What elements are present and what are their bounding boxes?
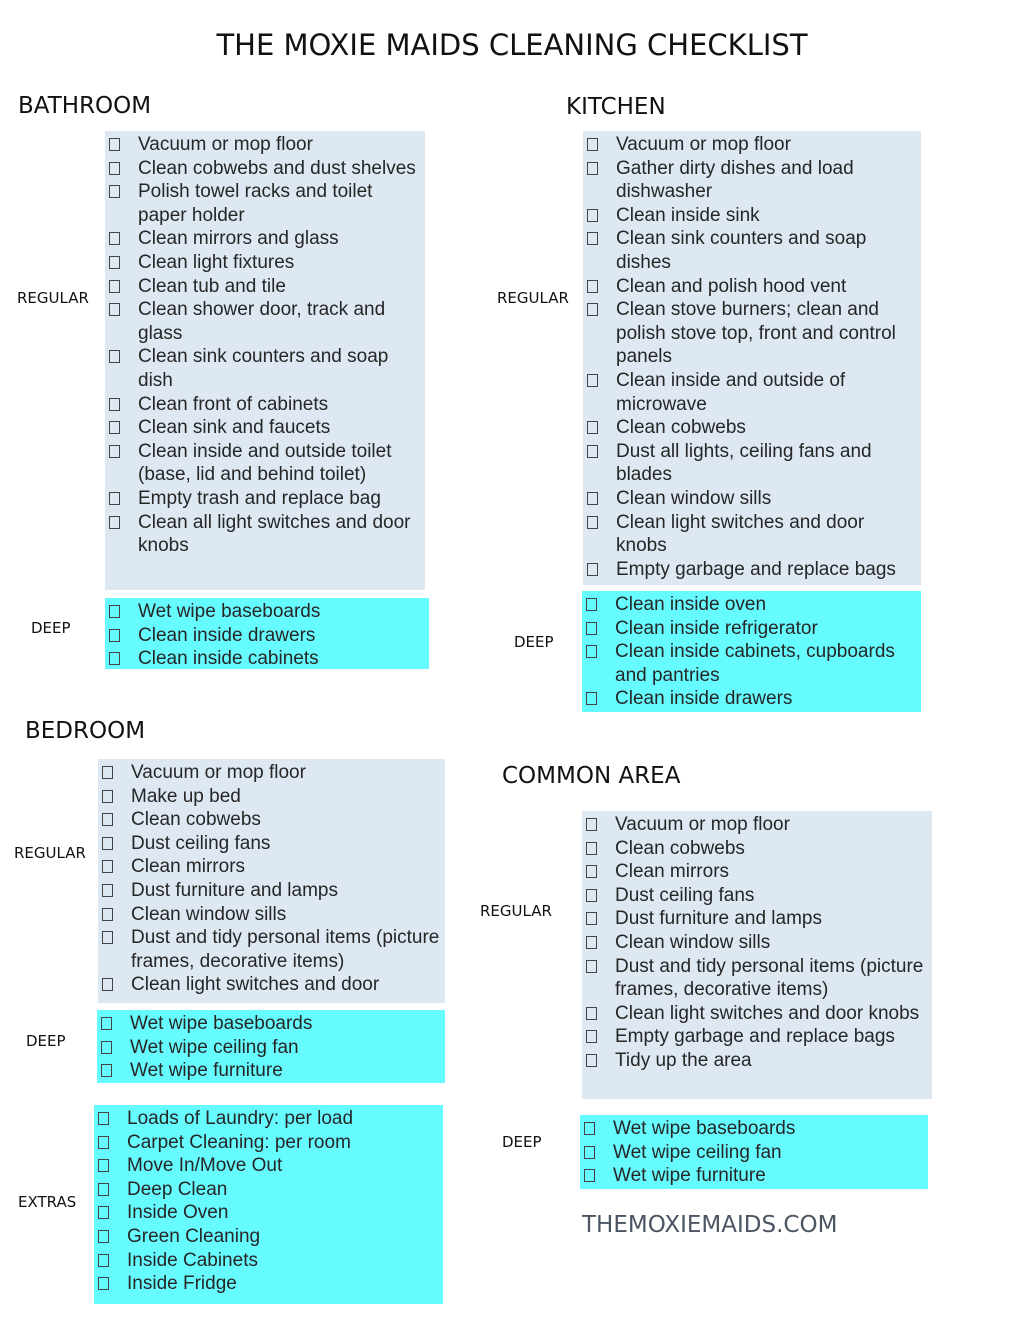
checkbox-icon[interactable] (586, 818, 597, 831)
checkbox-icon[interactable] (109, 162, 120, 175)
checkbox-icon[interactable] (587, 421, 598, 434)
checklist-item-label: Empty trash and replace bag (138, 487, 381, 509)
checklist-item[interactable] (583, 487, 921, 511)
checkbox-icon[interactable] (109, 516, 120, 529)
checklist-item[interactable] (98, 855, 445, 879)
checkbox-icon[interactable] (101, 1041, 112, 1054)
checklist-item-label: Clean inside oven (615, 594, 767, 615)
checklist-item-label: Dust and tidy personal items (picture frames, decorative items) (131, 927, 440, 972)
checklist-item-label: Dust ceiling fans (615, 884, 755, 906)
checklist-item[interactable] (583, 275, 921, 299)
checkbox-icon[interactable] (109, 232, 120, 245)
checklist-item[interactable] (105, 180, 425, 227)
checkbox-icon[interactable] (102, 860, 113, 873)
common-area-deep-list (580, 1115, 928, 1189)
checklist-item-label: Clean inside cabinets, cupboards and pantries (615, 641, 895, 686)
checkbox-icon[interactable] (587, 303, 598, 316)
checkbox-icon[interactable] (587, 516, 598, 529)
checklist-item-label: Move In/Move Out (127, 1155, 283, 1177)
checklist-item[interactable] (580, 1117, 928, 1141)
checklist-item[interactable] (583, 511, 921, 558)
checklist-item[interactable] (582, 884, 932, 908)
checklist-item-label: Clean inside refrigerator (615, 617, 818, 639)
checkbox-icon[interactable] (586, 936, 597, 949)
checklist-item-label: Clean window sills (131, 903, 287, 925)
checklist-item-label: Loads of Laundry: per load (127, 1108, 354, 1129)
checkbox-icon[interactable] (586, 645, 597, 658)
checkbox-icon[interactable] (586, 889, 597, 902)
checklist-item-label: Dust all lights, ceiling fans and blades (616, 440, 872, 486)
kitchen-regular-list (583, 131, 921, 585)
checklist-item-label: Dust and tidy personal items (picture frames, decorative items) (615, 955, 924, 1001)
checklist-item-label: Inside Fridge (127, 1273, 237, 1295)
checklist-item[interactable] (105, 275, 425, 299)
checkbox-icon[interactable] (586, 1007, 597, 1020)
checklist-item-label: Dust furniture and lamps (615, 908, 822, 930)
checklist-item[interactable] (580, 1141, 928, 1165)
checklist-item[interactable] (94, 1131, 443, 1155)
checklist-item[interactable] (98, 808, 445, 832)
checkbox-icon[interactable] (584, 1122, 595, 1135)
checklist-item-label: Wet wipe baseboards (138, 601, 321, 622)
page-title: THE MOXIE MAIDS CLEANING CHECKLIST (216, 28, 808, 62)
checkbox-icon[interactable] (102, 908, 113, 921)
checklist-item[interactable] (105, 511, 425, 558)
checkbox-icon[interactable] (109, 652, 120, 665)
checklist-item-label: Clean light switches and door (131, 974, 380, 996)
checklist-item-label: Clean inside and outside of microwave (616, 369, 846, 415)
checklist-item-label: Vacuum or mop floor (615, 814, 790, 835)
checklist-item[interactable] (94, 1272, 443, 1296)
checklist-item-label: Vacuum or mop floor (131, 762, 306, 783)
checkbox-icon[interactable] (102, 837, 113, 850)
checkbox-icon[interactable] (587, 232, 598, 245)
checklist-item[interactable] (582, 837, 932, 861)
checklist-item-label: Inside Cabinets (127, 1249, 258, 1271)
bedroom-heading: BEDROOM (25, 718, 146, 744)
checkbox-icon[interactable] (98, 1159, 109, 1172)
checklist-item-label: Clean inside and outside toilet (base, lid and behind toilet) (138, 440, 392, 486)
checklist-item[interactable] (582, 617, 921, 641)
checkbox-icon[interactable] (586, 912, 597, 925)
checkbox-icon[interactable] (587, 563, 598, 576)
checkbox-icon[interactable] (586, 865, 597, 878)
checkbox-icon[interactable] (587, 209, 598, 222)
checklist-item[interactable] (98, 761, 445, 785)
checklist-item-label: Clean cobwebs (615, 837, 745, 859)
checkbox-icon[interactable] (584, 1146, 595, 1159)
bathroom-deep-list (105, 598, 429, 669)
website-footer: THEMOXIEMAIDS.COM (582, 1212, 838, 1238)
checkbox-icon[interactable] (586, 598, 597, 611)
checklist-item[interactable] (94, 1178, 443, 1202)
common-area-regular-list (582, 811, 932, 1099)
checklist-item-label: Wet wipe furniture (613, 1165, 766, 1187)
checklist-item[interactable] (98, 973, 445, 997)
checklist-item-label: Clean cobwebs and dust shelves (138, 157, 416, 179)
checklist-item[interactable] (105, 345, 425, 392)
checkbox-icon[interactable] (98, 1277, 109, 1290)
checklist-item-label: Dust furniture and lamps (131, 879, 338, 901)
kitchen-regular-label: REGULAR (497, 289, 569, 307)
checkbox-icon[interactable] (109, 280, 120, 293)
checkbox-icon[interactable] (98, 1230, 109, 1243)
bathroom-regular-label: REGULAR (17, 289, 89, 307)
kitchen-heading: KITCHEN (566, 94, 666, 120)
kitchen-deep-list (582, 591, 921, 712)
checklist-item[interactable] (583, 133, 921, 157)
checkbox-icon[interactable] (98, 1136, 109, 1149)
checklist-item[interactable] (580, 1164, 928, 1188)
checklist-item-label: Clean mirrors (131, 856, 246, 878)
checkbox-icon[interactable] (587, 138, 598, 151)
checklist-item[interactable] (105, 133, 425, 157)
checkbox-icon[interactable] (98, 1254, 109, 1267)
common-area-deep-label: DEEP (502, 1133, 542, 1151)
checklist-item-label: Clean shower door, track and glass (138, 299, 386, 344)
checkbox-icon[interactable] (587, 492, 598, 505)
checklist-item-label: Clean stove burners; clean and polish stove top, front and control panels (616, 299, 896, 368)
checklist-item[interactable] (105, 624, 429, 648)
checklist-item[interactable] (105, 440, 425, 487)
bathroom-heading: BATHROOM (18, 93, 152, 119)
checklist-item[interactable] (582, 1002, 932, 1026)
checkbox-icon[interactable] (109, 185, 120, 198)
checklist-item-label: Inside Oven (127, 1202, 229, 1224)
checklist-item[interactable] (105, 157, 425, 181)
checkbox-icon[interactable] (102, 931, 113, 944)
checklist-item-label: Vacuum or mop floor (616, 134, 791, 155)
checklist-item-label: Carpet Cleaning: per room (127, 1131, 351, 1153)
checkbox-icon[interactable] (109, 421, 120, 434)
checkbox-icon[interactable] (98, 1206, 109, 1219)
checkbox-icon[interactable] (98, 1183, 109, 1196)
bedroom-extras-list (94, 1105, 443, 1304)
kitchen-deep-label: DEEP (514, 633, 554, 651)
checklist-item[interactable] (98, 832, 445, 856)
bathroom-deep-label: DEEP (31, 619, 71, 637)
checkbox-icon[interactable] (587, 445, 598, 458)
checklist-item-label: Clean sink counters and soap dish (138, 346, 389, 391)
checklist-item-label: Clean mirrors and glass (138, 228, 339, 250)
checklist-item[interactable] (582, 1049, 932, 1073)
checkbox-icon[interactable] (109, 350, 120, 363)
checklist-item-label: Green Cleaning (127, 1225, 261, 1247)
bedroom-regular-label: REGULAR (14, 844, 86, 862)
checklist-item[interactable] (583, 440, 921, 487)
checklist-item-label: Clean inside sink (616, 204, 760, 226)
bedroom-deep-label: DEEP (26, 1032, 66, 1050)
checklist-item[interactable] (582, 955, 932, 1002)
checklist-item-label: Clean sink and faucets (138, 417, 331, 439)
checklist-item[interactable] (105, 298, 425, 345)
checkbox-icon[interactable] (109, 445, 120, 458)
checklist-item[interactable] (583, 204, 921, 228)
checklist-item[interactable] (98, 903, 445, 927)
checklist-item[interactable] (582, 593, 921, 617)
checklist-item-label: Clean light fixtures (138, 251, 295, 273)
checklist-item-label: Empty garbage and replace bags (616, 558, 896, 580)
checklist-item-label: Gather dirty dishes and load dishwasher (616, 157, 854, 203)
checklist-item[interactable] (583, 298, 921, 369)
checkbox-icon[interactable] (102, 884, 113, 897)
checklist-item-label: Empty garbage and replace bags (615, 1026, 895, 1048)
checklist-item-label: Make up bed (131, 785, 241, 807)
checkbox-icon[interactable] (101, 1064, 112, 1077)
checklist-item[interactable] (97, 1059, 445, 1083)
checklist-item[interactable] (582, 1025, 932, 1049)
checklist-item-label: Clean inside cabinets (138, 648, 319, 670)
checklist-item[interactable] (582, 813, 932, 837)
checklist-item[interactable] (583, 369, 921, 416)
checklist-item-label: Clean inside drawers (138, 624, 316, 646)
checklist-item-label: Clean all light switches and door knobs (138, 511, 411, 557)
checkbox-icon[interactable] (98, 1112, 109, 1125)
checkbox-icon[interactable] (102, 766, 113, 779)
checklist-item[interactable] (94, 1225, 443, 1249)
checkbox-icon[interactable] (102, 790, 113, 803)
checklist-item-label: Clean cobwebs (131, 809, 261, 831)
checklist-item-label: Wet wipe baseboards (130, 1013, 313, 1034)
checklist-item[interactable] (94, 1107, 443, 1131)
checklist-item-label: Clean sink counters and soap dishes (616, 228, 867, 273)
checklist-item-label: Polish towel racks and toilet paper holder (138, 181, 373, 226)
common-area-regular-label: REGULAR (480, 902, 552, 920)
checkbox-icon[interactable] (586, 692, 597, 705)
checklist-item-label: Clean cobwebs (616, 417, 746, 439)
checklist-item-label: Clean window sills (615, 931, 771, 953)
checklist-item-label: Dust ceiling fans (131, 832, 271, 854)
checkbox-icon[interactable] (109, 138, 120, 151)
checkbox-icon[interactable] (109, 256, 120, 269)
checklist-item[interactable] (98, 785, 445, 809)
checklist-item-label: Wet wipe furniture (130, 1060, 283, 1082)
checklist-item[interactable] (582, 931, 932, 955)
checklist-item[interactable] (98, 926, 445, 973)
checkbox-icon[interactable] (109, 303, 120, 316)
checklist-item[interactable] (582, 640, 921, 687)
checkbox-icon[interactable] (584, 1169, 595, 1182)
checkbox-icon[interactable] (586, 1030, 597, 1043)
checklist-item-label: Clean light switches and door knobs (616, 511, 865, 557)
checkbox-icon[interactable] (587, 374, 598, 387)
checkbox-icon[interactable] (109, 629, 120, 642)
checklist-item[interactable] (105, 251, 425, 275)
checklist-item-label: Clean mirrors (615, 861, 730, 883)
checkbox-icon[interactable] (586, 842, 597, 855)
checkbox-icon[interactable] (102, 813, 113, 826)
checklist-item[interactable] (97, 1012, 445, 1036)
checkbox-icon[interactable] (586, 960, 597, 973)
checklist-item[interactable] (582, 860, 932, 884)
common-area-heading: COMMON AREA (502, 763, 681, 789)
checkbox-icon[interactable] (587, 280, 598, 293)
checklist-item-label: Tidy up the area (615, 1049, 752, 1071)
checklist-item-label: Clean inside drawers (615, 688, 793, 710)
checklist-item-label: Clean light switches and door knobs (615, 1002, 920, 1024)
checkbox-icon[interactable] (586, 622, 597, 635)
bedroom-regular-list (98, 759, 445, 1003)
checkbox-icon[interactable] (109, 492, 120, 505)
bedroom-deep-list (97, 1010, 445, 1083)
checklist-item[interactable] (105, 487, 425, 511)
checkbox-icon[interactable] (587, 162, 598, 175)
checklist-item[interactable] (105, 227, 425, 251)
checklist-item[interactable] (98, 879, 445, 903)
checkbox-icon[interactable] (101, 1017, 112, 1030)
bathroom-regular-list (105, 131, 425, 590)
checklist-item-label: Wet wipe ceiling fan (613, 1141, 782, 1163)
checklist-item[interactable] (94, 1249, 443, 1273)
checkbox-icon[interactable] (109, 398, 120, 411)
checklist-item[interactable] (105, 393, 425, 417)
checklist-item[interactable] (105, 416, 425, 440)
checklist-item[interactable] (582, 907, 932, 931)
checklist-item[interactable] (583, 416, 921, 440)
checklist-item[interactable] (97, 1036, 445, 1060)
checklist-item-label: Clean window sills (616, 487, 772, 509)
checklist-item-label: Deep Clean (127, 1178, 228, 1200)
checkbox-icon[interactable] (586, 1054, 597, 1067)
checkbox-icon[interactable] (102, 978, 113, 991)
checklist-item-label: Vacuum or mop floor (138, 134, 313, 155)
checklist-item-label: Clean front of cabinets (138, 393, 329, 415)
checklist-item[interactable] (105, 647, 429, 671)
checkbox-icon[interactable] (109, 605, 120, 618)
checklist-item[interactable] (105, 600, 429, 624)
checklist-item[interactable] (94, 1154, 443, 1178)
checklist-item-label: Clean and polish hood vent (616, 275, 847, 297)
checklist-item-label: Clean tub and tile (138, 275, 286, 297)
checklist-item-label: Wet wipe baseboards (613, 1118, 796, 1139)
checklist-item-label: Wet wipe ceiling fan (130, 1036, 299, 1058)
checklist-item[interactable] (583, 157, 921, 204)
bedroom-extras-label: EXTRAS (18, 1193, 77, 1211)
checklist-item[interactable] (583, 558, 921, 582)
checklist-item[interactable] (94, 1201, 443, 1225)
checklist-item[interactable] (582, 687, 921, 711)
checklist-item[interactable] (583, 227, 921, 274)
